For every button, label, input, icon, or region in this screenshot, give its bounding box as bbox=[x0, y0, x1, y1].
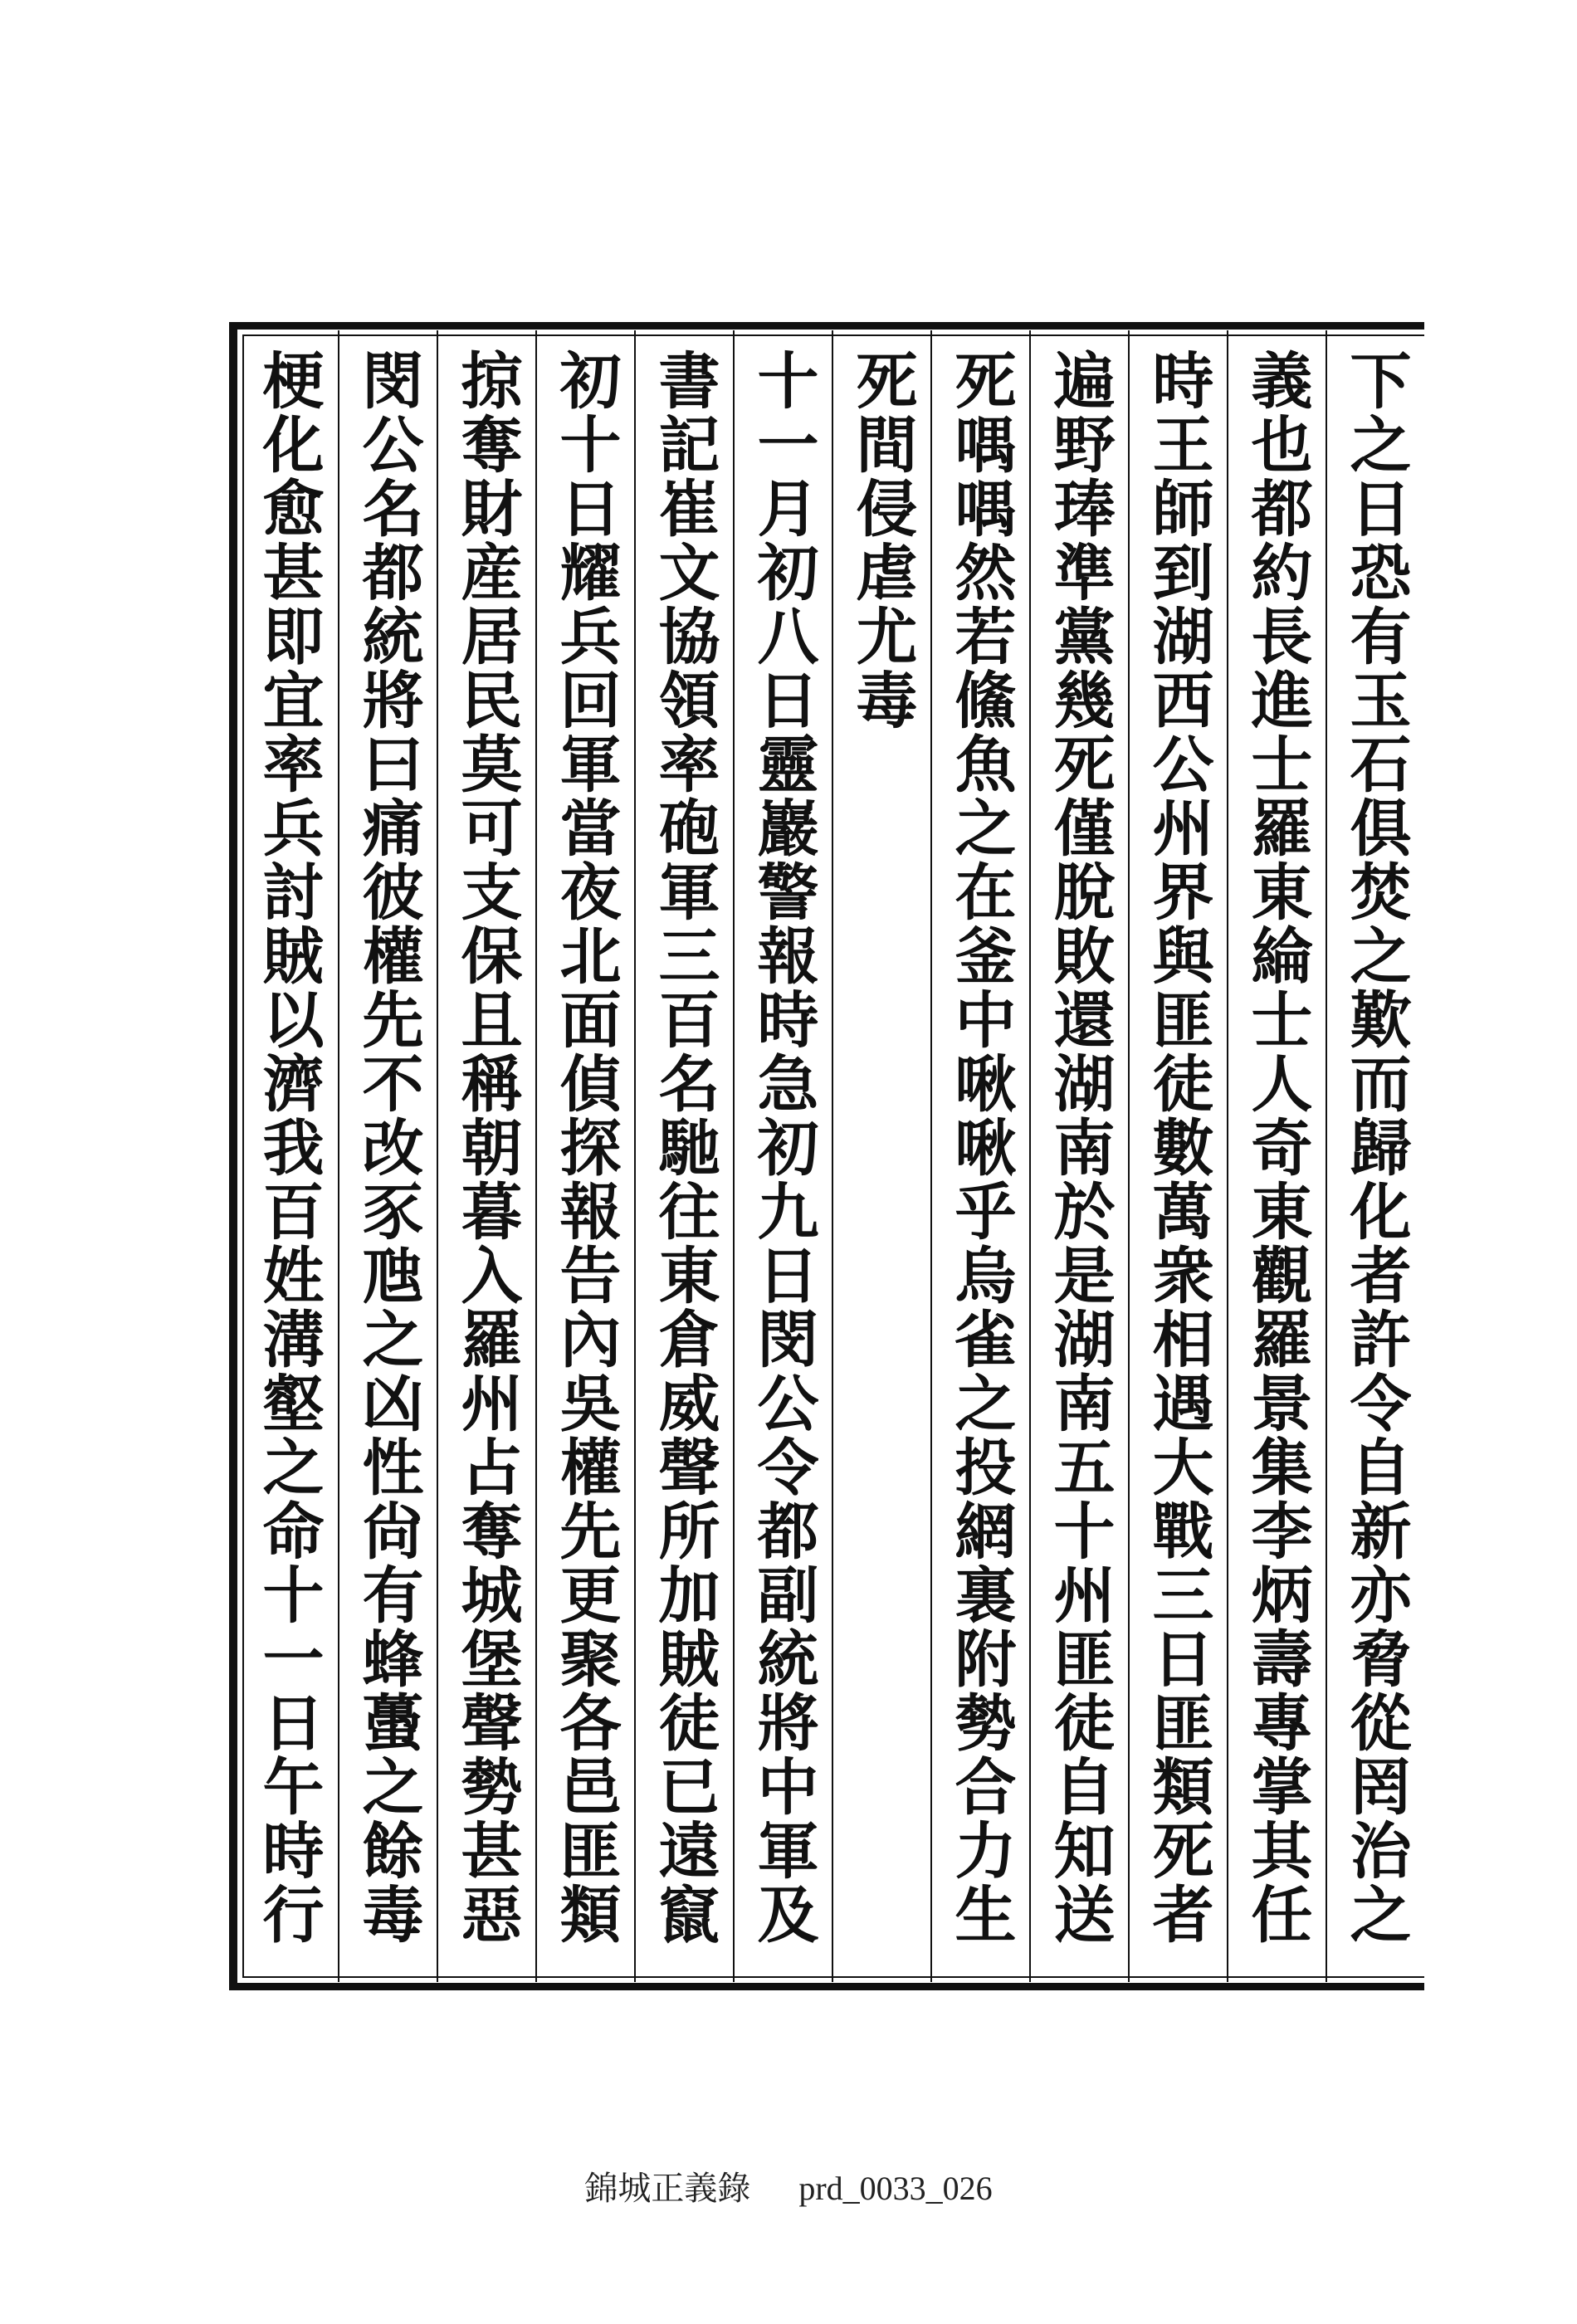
text-column-7 bbox=[733, 330, 832, 1982]
text-column-6-text: 死間侵虐尤毒 bbox=[846, 349, 918, 732]
text-column-4 bbox=[1029, 330, 1128, 1982]
text-column-5-text: 死喁喁然若鯈魚之在釜中啾啾乎烏雀之投網裏附勢合力生 bbox=[945, 349, 1017, 1946]
text-column-5 bbox=[930, 330, 1029, 1982]
page-caption bbox=[0, 2162, 1577, 2209]
text-column-1-text: 下之日恐有玉石俱焚之歎而歸化者許令自新亦脅從罔治之 bbox=[1340, 349, 1412, 1946]
text-column-2-text: 義也都約長進士羅東綸士人奇東觀羅景集李炳壽專掌其任 bbox=[1241, 349, 1313, 1946]
text-column-2 bbox=[1227, 330, 1326, 1982]
text-column-1 bbox=[1326, 330, 1424, 1982]
text-column-3-text: 時王師到湖西公州界與匪徒數萬衆相遇大戰三日匪類死者 bbox=[1142, 349, 1214, 1946]
text-column-12-text: 梗化愈甚即宜率兵討賊以濟我百姓溝壑之命十一日午時行 bbox=[252, 349, 325, 1946]
text-column-10 bbox=[437, 330, 535, 1982]
text-column-8 bbox=[634, 330, 733, 1982]
text-column-9 bbox=[535, 330, 634, 1982]
text-column-4-text: 遍野琫準黨幾死僅脫敗還湖南於是湖南五十州匪徒自知送 bbox=[1043, 349, 1116, 1946]
caption-title: 錦城正義錄 bbox=[584, 2170, 751, 2207]
text-column-11-text: 閔公名都統將曰痛彼權先不改豕虺之凶性尙有蜂蠆之餘毒 bbox=[352, 349, 424, 1946]
text-column-9-text: 初十日耀兵回軍當夜北面偵探報告內吳權先更聚各邑匪類 bbox=[549, 349, 622, 1946]
text-column-12 bbox=[239, 330, 338, 1982]
text-column-8-text: 書記崔文協領率砲軍三百名馳往東倉威聲所加賊徒已遠竄 bbox=[648, 349, 720, 1946]
text-columns bbox=[239, 330, 1424, 1982]
text-column-11 bbox=[338, 330, 437, 1982]
text-column-10-text: 掠奪財産居民莫可支保且稱朝暮入羅州占奪城堡聲勢甚惡 bbox=[451, 349, 523, 1946]
text-column-7-text: 十一月初八日靈巖警報時急初九日閔公令都副統將中軍及 bbox=[747, 349, 819, 1946]
text-column-3 bbox=[1128, 330, 1227, 1982]
text-column-6 bbox=[832, 330, 930, 1982]
caption-code: prd_0033_026 bbox=[798, 2170, 993, 2207]
